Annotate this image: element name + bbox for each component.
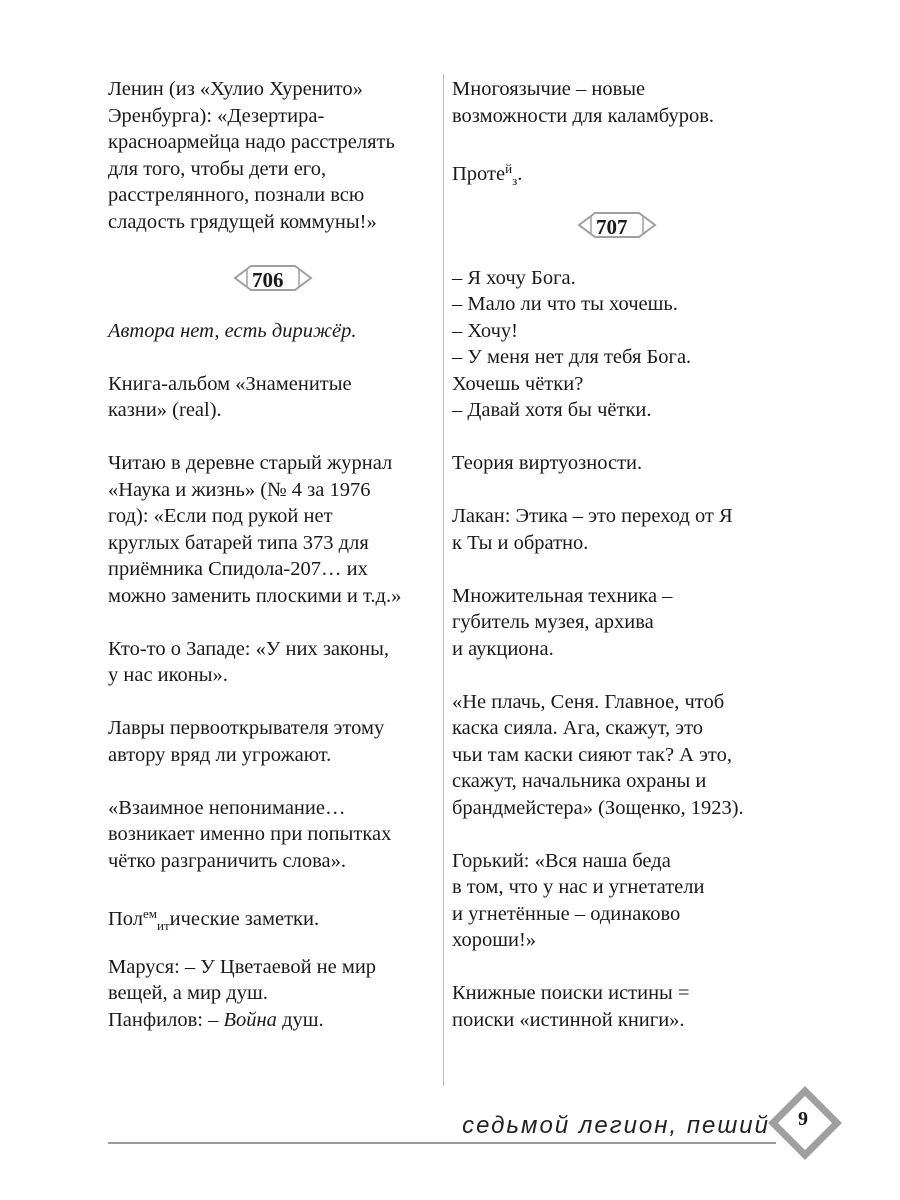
text-segment: и угнетённые – одинаково: [452, 902, 681, 925]
text-line: [108, 397, 438, 424]
text-segment: для того, чтобы дети его,: [108, 157, 327, 180]
text-line: [108, 636, 438, 663]
text-line: [108, 980, 438, 1007]
text-segment: ит: [157, 917, 170, 933]
text-segment: – Давай хотя бы чётки.: [452, 399, 652, 421]
text-line: [452, 450, 792, 477]
text-segment: и аукциона.: [452, 637, 554, 660]
text-segment: вещей, а мир душ.: [108, 982, 268, 1004]
text-line: [452, 344, 792, 371]
paragraph: [452, 265, 792, 424]
text-line: [452, 742, 792, 769]
text-line: [452, 980, 792, 1007]
text-line: [452, 291, 792, 318]
text-segment: «Взаимное непонимание…: [108, 796, 346, 819]
text-line: [452, 715, 792, 742]
text-line: [108, 795, 438, 822]
text-line: [108, 318, 438, 345]
paragraph: [108, 371, 438, 424]
paragraph: [108, 450, 438, 609]
right-column: [452, 76, 792, 1060]
paragraph: [108, 954, 438, 1034]
text-line: [108, 742, 438, 769]
text-line: [452, 156, 792, 188]
text-segment: возможности для каламбуров.: [452, 104, 715, 127]
text-line: [108, 556, 438, 583]
text-line: [452, 318, 792, 345]
text-segment: приёмника Спидола-207… их: [108, 558, 368, 580]
text-segment: брандмейстера» (Зощенко, 1923).: [452, 796, 744, 819]
text-segment: круглых батарей типа 373 для: [108, 531, 369, 554]
text-line: [108, 715, 438, 742]
text-segment: Лакан: Этика – это переход от Я: [452, 505, 733, 527]
text-segment: Теория виртуозности.: [452, 452, 643, 474]
text-segment: – Мало ли что ты хочешь.: [452, 293, 678, 315]
text-line: [452, 103, 792, 130]
text-line: [452, 689, 792, 716]
text-line: [108, 371, 438, 398]
text-segment: казни» (real).: [108, 399, 222, 421]
text-segment: поиски «истинной книги».: [452, 1008, 685, 1031]
paragraph: [452, 156, 792, 188]
text-line: [108, 662, 438, 689]
text-line: [452, 503, 792, 530]
text-line: [452, 636, 792, 663]
text-line: [108, 503, 438, 530]
text-segment: у нас иконы».: [108, 664, 228, 686]
text-segment: Многоязычие – новые: [452, 78, 646, 100]
paragraph: [108, 901, 438, 933]
text-line: [108, 76, 438, 103]
text-line: [452, 927, 792, 954]
text-line: [108, 901, 438, 933]
paragraph: [452, 689, 792, 822]
text-line: [108, 129, 438, 156]
text-line: [108, 530, 438, 557]
page-number: 9: [798, 1108, 808, 1130]
text-segment: чётко разграничить слова».: [108, 849, 346, 872]
paragraph: [452, 848, 792, 954]
text-line: [452, 583, 792, 610]
text-line: [108, 848, 438, 875]
text-segment: Хочешь чётки?: [452, 372, 584, 395]
text-line: [452, 1007, 792, 1034]
section-marker: [233, 262, 438, 300]
text-segment: Лавры первооткрывателя этому: [108, 717, 385, 739]
text-segment: «Не плачь, Сеня. Главное, чтоб: [452, 690, 725, 713]
section-marker: [577, 209, 792, 247]
paragraph: [452, 76, 792, 129]
text-segment: – У меня нет для тебя Бога.: [452, 346, 692, 368]
text-segment: з: [512, 172, 518, 188]
text-line: [452, 874, 792, 901]
text-segment: – Хочу!: [452, 319, 518, 342]
text-segment: душ.: [276, 1008, 324, 1031]
paragraph: [452, 503, 792, 556]
paragraph: [108, 76, 438, 235]
text-segment: ем: [143, 905, 158, 921]
text-segment: можно заменить плоскими и т.д.»: [108, 584, 402, 607]
text-segment: возникает именно при попытках: [108, 823, 392, 845]
paragraph: [452, 450, 792, 477]
text-line: [452, 265, 792, 292]
text-segment: чьи там каски сияют так? А это,: [452, 743, 732, 766]
text-line: [452, 371, 792, 398]
text-segment: .: [517, 162, 523, 185]
footer-rule: [108, 1142, 776, 1144]
text-line: [108, 477, 438, 504]
left-column: [108, 76, 438, 1060]
section-number: 706: [252, 267, 284, 292]
text-line: [108, 954, 438, 981]
text-segment: Горький: «Вся наша беда: [452, 849, 671, 872]
text-line: [452, 530, 792, 557]
text-segment: Проте: [452, 162, 506, 185]
text-segment: Ленин (из «Хулио Хуренито»: [108, 78, 363, 100]
paragraph: [452, 583, 792, 663]
text-segment: Книга-альбом «Знаменитые: [108, 372, 352, 395]
text-segment: Кто-то о Западе: «У них законы,: [108, 637, 390, 660]
text-segment: скажут, начальника охраны и: [452, 770, 707, 792]
text-segment: Панфилов: –: [108, 1008, 224, 1031]
text-segment: Читаю в деревне старый журнал: [108, 452, 393, 474]
text-segment: Пол: [108, 907, 144, 930]
text-segment: й: [505, 160, 513, 176]
text-line: [108, 821, 438, 848]
text-segment: хороши!»: [452, 929, 537, 951]
text-line: [452, 768, 792, 795]
text-line: [452, 795, 792, 822]
text-segment: каска сияла. Ага, скажут, это: [452, 717, 704, 739]
text-segment: к Ты и обратно.: [452, 531, 589, 554]
text-segment: Война: [223, 1008, 277, 1031]
text-segment: Книжные поиски истины =: [452, 982, 690, 1004]
text-segment: в том, что у нас и угнетатели: [452, 876, 705, 898]
text-line: [108, 1007, 438, 1034]
text-line: [108, 209, 438, 236]
text-segment: год): «Если под рукой нет: [108, 505, 333, 527]
section-number: 707: [596, 214, 628, 239]
text-segment: – Я хочу Бога.: [452, 266, 576, 289]
text-line: [452, 76, 792, 103]
text-line: [108, 103, 438, 130]
text-line: [452, 609, 792, 636]
text-segment: расстрелянного, познали всю: [108, 184, 365, 206]
text-segment: губитель музея, архива: [452, 611, 654, 633]
text-segment: Маруся: – У Цветаевой не мир: [108, 955, 377, 978]
running-title: седьмой легион, пеший: [462, 1112, 770, 1139]
text-line: [108, 156, 438, 183]
paragraph: [452, 980, 792, 1033]
text-segment: ические заметки.: [169, 907, 320, 930]
text-line: [108, 450, 438, 477]
text-line: [452, 901, 792, 928]
text-segment: красноармейца надо расстрелять: [108, 131, 395, 153]
text-line: [108, 583, 438, 610]
text-segment: «Наука и жизнь» (№ 4 за 1976: [108, 478, 371, 501]
text-line: [452, 397, 792, 424]
paragraph: [108, 636, 438, 689]
text-segment: Эренбурга): «Дезертира-: [108, 104, 325, 127]
text-line: [108, 182, 438, 209]
column-divider: [443, 74, 444, 1086]
paragraph: [108, 795, 438, 875]
text-segment: Автора нет, есть дирижёр.: [108, 319, 357, 342]
text-line: [452, 848, 792, 875]
text-segment: автору вряд ли угрожают.: [108, 743, 332, 766]
text-segment: Множительная техника –: [452, 584, 673, 607]
paragraph: [108, 318, 438, 345]
paragraph: [108, 715, 438, 768]
text-segment: сладость грядущей коммуны!»: [108, 210, 377, 233]
